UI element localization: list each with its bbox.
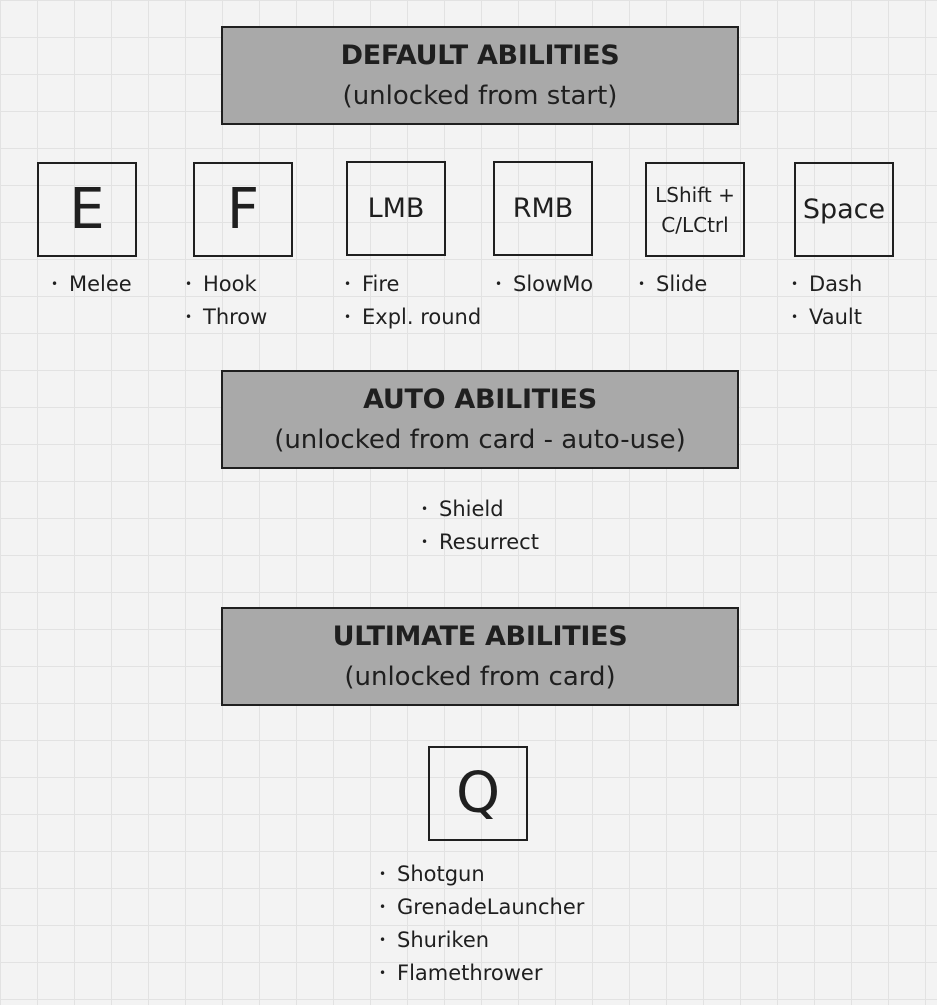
- key-space-ability-list: [783, 268, 862, 334]
- auto-abilities-header: [221, 370, 739, 469]
- key-lshift-label: LShift + C/LCtrl: [655, 182, 735, 237]
- key-lmb-label: LMB: [367, 193, 425, 224]
- ability-item: • Expl. round: [336, 301, 481, 334]
- ability-item: • Shuriken: [371, 924, 584, 957]
- default-abilities-subtitle: (unlocked from start): [342, 80, 618, 111]
- key-rmb-label: RMB: [512, 193, 574, 224]
- ability-item: • SlowMo: [487, 268, 593, 301]
- key-e-box: [37, 162, 137, 257]
- ultimate-abilities-header: [221, 607, 739, 706]
- auto-abilities-title: AUTO ABILITIES: [363, 383, 597, 415]
- key-f-ability-list: [177, 268, 267, 334]
- key-f-box: [193, 162, 293, 257]
- ability-item: • Resurrect: [413, 526, 539, 559]
- ability-item: • Fire: [336, 268, 481, 301]
- key-e-label: E: [69, 177, 105, 242]
- ability-item: • Vault: [783, 301, 862, 334]
- ability-item: • Shotgun: [371, 858, 584, 891]
- ultimate-abilities-subtitle: (unlocked from card): [344, 661, 616, 692]
- ability-item: • Shield: [413, 493, 539, 526]
- key-lshift-box: [645, 162, 745, 257]
- ability-item: • Dash: [783, 268, 862, 301]
- default-abilities-title: DEFAULT ABILITIES: [340, 39, 620, 71]
- auto-abilities-subtitle: (unlocked from card - auto-use): [274, 424, 686, 455]
- default-abilities-header: [221, 26, 739, 125]
- auto-ability-list: [413, 493, 539, 559]
- key-e-ability-list: [43, 268, 132, 301]
- ability-item: • GrenadeLauncher: [371, 891, 584, 924]
- key-lmb-ability-list: [336, 268, 481, 334]
- key-rmb-ability-list: [487, 268, 593, 301]
- key-rmb-box: [493, 161, 593, 256]
- ultimate-ability-list: [371, 858, 584, 990]
- ultimate-abilities-title: ULTIMATE ABILITIES: [332, 620, 628, 652]
- key-space-box: [794, 162, 894, 257]
- key-q-label: Q: [455, 761, 501, 826]
- key-lmb-box: [346, 161, 446, 256]
- ability-item: • Melee: [43, 268, 132, 301]
- ability-item: • Slide: [630, 268, 707, 301]
- ability-item: • Hook: [177, 268, 267, 301]
- ability-item: • Throw: [177, 301, 267, 334]
- key-q-box: [428, 746, 528, 841]
- ability-item: • Flamethrower: [371, 957, 584, 990]
- key-space-label: Space: [802, 194, 886, 225]
- key-f-label: F: [226, 177, 260, 242]
- key-lshift-ability-list: [630, 268, 707, 301]
